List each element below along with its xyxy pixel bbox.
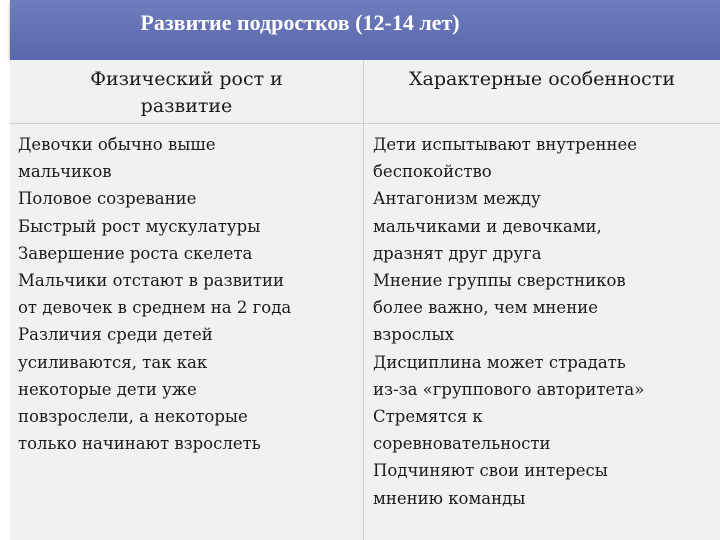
header-left-line-1: Физический рост и	[90, 68, 283, 90]
characteristics-cell	[373, 131, 718, 512]
left-line: Различия среди детей	[18, 325, 213, 345]
right-line: взрослых	[373, 325, 454, 345]
right-line: Стремятся к	[373, 407, 483, 427]
header-left-line-2: развитие	[140, 95, 233, 117]
physical-growth-cell	[18, 131, 358, 457]
left-line: усиливаются, так как	[18, 352, 208, 372]
header-physical-growth	[10, 66, 363, 120]
slide-title: Развитие подростков (12-14 лет)	[140, 10, 460, 35]
right-line: Дисциплина может страдать	[373, 352, 626, 372]
right-line: соревновательности	[373, 434, 551, 454]
right-line: Антагонизм между	[373, 189, 541, 209]
left-line: от девочек в среднем на 2 года	[18, 298, 292, 318]
left-line: Быстрый рост мускулатуры	[18, 216, 261, 236]
left-line: повзрослели, а некоторые	[18, 407, 248, 427]
header-characteristics	[364, 66, 720, 93]
right-line: из-за «группового авторитета»	[373, 379, 645, 399]
left-line: Половое созревание	[18, 189, 197, 209]
title-bar	[10, 0, 720, 60]
right-line: беспокойство	[373, 162, 492, 182]
right-line: дразнят друг друга	[373, 243, 542, 263]
left-line: мальчиков	[18, 162, 112, 182]
right-line: Мнение группы сверстников	[373, 271, 626, 291]
left-line: только начинают взрослеть	[18, 434, 261, 454]
header-divider	[10, 123, 720, 124]
left-line: Девочки обычно выше	[18, 135, 216, 154]
comparison-table	[10, 60, 720, 540]
left-line: Завершение роста скелета	[18, 243, 253, 263]
header-right-line: Характерные особенности	[409, 68, 675, 90]
right-line: мнению команды	[373, 488, 526, 508]
left-line: Мальчики отстают в развитии	[18, 271, 285, 291]
left-line: некоторые дети уже	[18, 379, 197, 399]
right-line: более важно, чем мнение	[373, 298, 598, 318]
right-line: мальчиками и девочками,	[373, 216, 602, 236]
right-line: Дети испытывают внутреннее	[373, 135, 638, 154]
column-divider	[363, 60, 364, 540]
right-line: Подчиняют свои интересы	[373, 461, 608, 481]
